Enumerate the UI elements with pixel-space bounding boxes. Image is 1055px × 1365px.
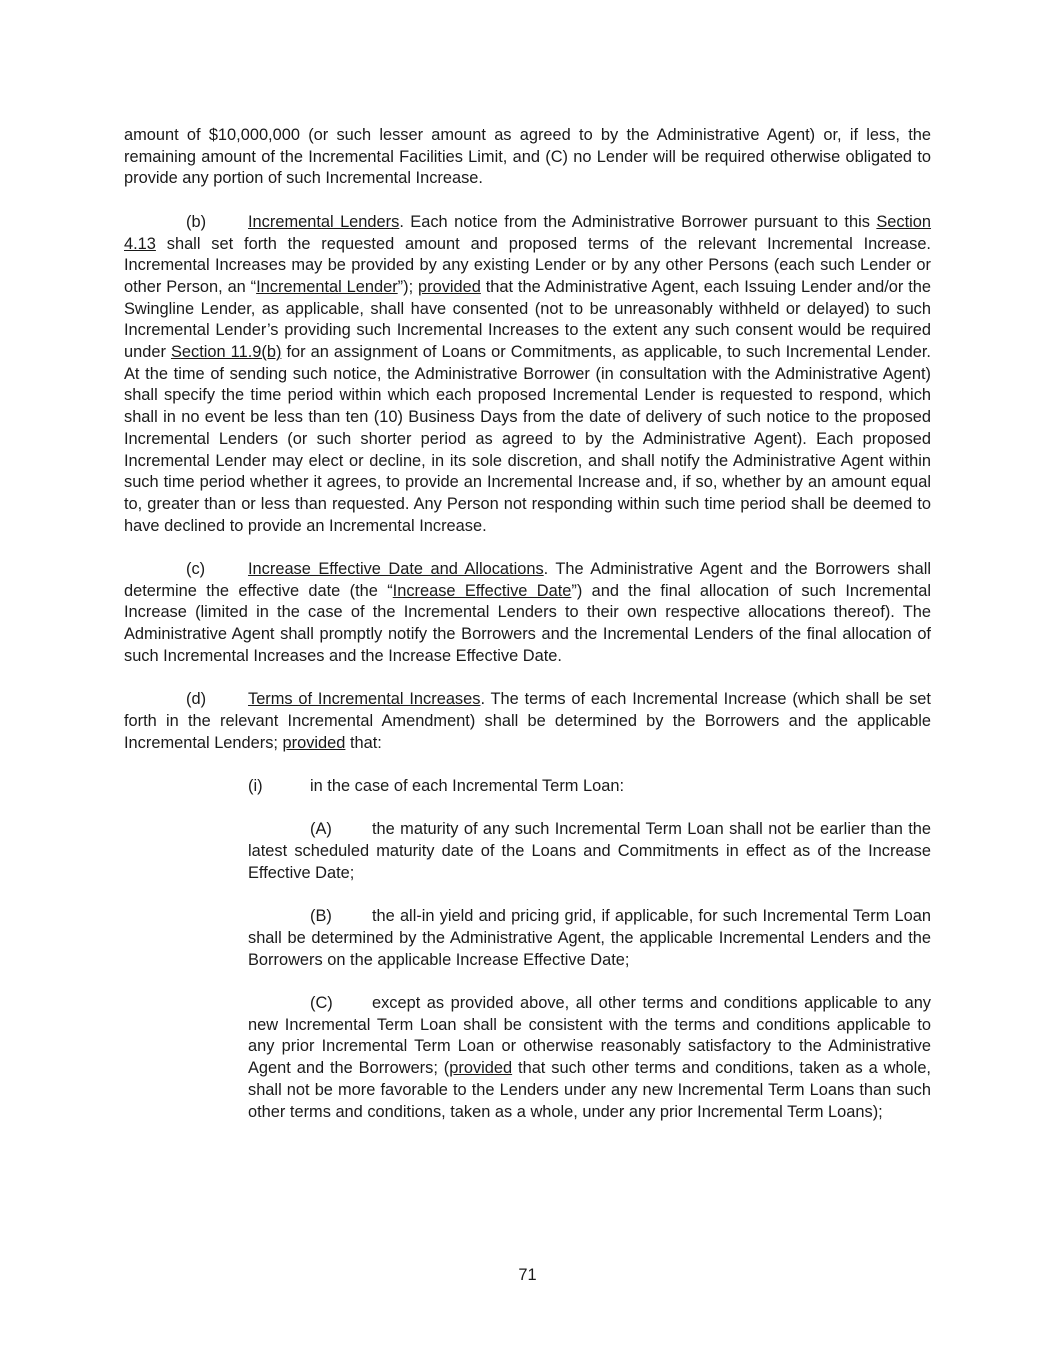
document-page — [124, 125, 931, 1145]
section-11-9b-reference: Section 11.9(b) — [170, 343, 282, 362]
section-c-label: (c) — [186, 560, 206, 579]
section-b-heading: Incremental Lenders — [248, 212, 400, 231]
section-c-heading: Increase Effective Date and Allocations — [248, 560, 544, 579]
page-number: 71 — [518, 1266, 537, 1284]
clause-C: (C) except as provided above, all other terms and conditions applicable to any new Incremental Term Loan shall be consistent with the terms and conditions applicable to any prior Incremental Term Loan or otherwise reasonably satisfactory to the Administrative Agent and the Borrowers; (provided that such other terms and conditions, taken as a whole, shall not be more favorable to the Lenders under any new Incremental Term Loans than such other terms and conditions, taken as a whole, under any prior Incremental Term Loans); — [248, 994, 931, 1121]
section-b-paragraph: (b) Incremental Lenders. Each notice from the Administrative Borrower pursuant to this Section 4.13 shall set forth the requested amount and proposed terms of the relevant Incremental Increase. Incremental Increases may be provided by any existing Lender or by any other Persons (each such Lender or other Person, an “Incremental Lender”); provided that the Administrative Agent, each Issuing Lender and/or the Swingline Lender, as applicable, shall have consented (not to be unreasonably withheld or delayed) to such Incremental Lender’s providing such Incremental Increases to the extent any such consent would be required under Section 11.9(b) for an assignment of Loans or Commitments, as applicable, to such Incremental Lender. At the time of sending such notice, the Administrative Borrower (in consultation with the Administrative Agent) shall specify the time period within which each proposed Incremental Lender is requested to respond, which shall in no event be less than ten (10) Business Days from the date of delivery of such notice to the proposed Incremental Lenders (or such shorter period as agreed to by the Administrative Agent). Each proposed Incremental Lender may elect or decline, in its sole discretion, and shall notify the Administrative Agent within such time period whether it agrees, to provide an Incremental Increase and, if so, whether by an amount equal to, greater than or less than requested. Any Person not responding within such time period shall be deemed to have declined to provide an Incremental Increase. — [124, 212, 932, 535]
clause-i-label: (i) — [248, 777, 263, 796]
section-d-paragraph: (d) Terms of Incremental Increases. The terms of each Incremental Increase (which shall be set forth in the relevant Incremental Amendment) shall be determined by the Borrowers and the applicable Incremental Lenders; provided that: — [124, 690, 931, 752]
provided-term: provided — [418, 277, 481, 296]
increase-effective-date-term: Increase Effective Date — [392, 581, 572, 600]
intro-paragraph: amount of $10,000,000 (or such lesser amount as agreed to by the Administrative Agent) or, if less, the remaining amount of the Incremental Facilities Limit, and (C) no Lender will be required otherwise obligated to provide any portion of such Incremental Increase. — [124, 126, 931, 188]
clause-C-label: (C) — [310, 994, 333, 1013]
clause-B: (B) the all-in yield and pricing grid, if applicable, for such Incremental Term Loan shall be determined by the Administrative Agent, the applicable Incremental Lenders and the Borrowers on the applicable Increase Effective Date; — [248, 907, 931, 969]
provided-term: provided — [282, 733, 346, 752]
clause-i: (i) in the case of each Incremental Term Loan: — [124, 776, 931, 798]
incremental-lender-term: Incremental Lender — [256, 277, 398, 296]
clause-B-label: (B) — [310, 907, 332, 926]
section-4-13-reference: Section 4.13 — [124, 212, 932, 253]
provided-term: provided — [449, 1059, 513, 1078]
section-d-label: (d) — [186, 690, 207, 709]
clause-A-label: (A) — [310, 820, 332, 839]
clause-A: (A) the maturity of any such Incremental Term Loan shall not be earlier than the latest scheduled maturity date of the Loans and Commitments in effect as of the Increase Effective Date; — [248, 820, 931, 882]
section-c-paragraph: (c) Increase Effective Date and Allocations. The Administrative Agent and the Borrowers shall determine the effective date (the “Increase Effective Date”) and the final allocation of such Incremental Increase (limited in the case of the Incremental Lenders to their own respective allocations thereof). The Administrative Agent shall promptly notify the Borrowers and the Incremental Lenders of the final allocation of such Incremental Increases and the Increase Effective Date. — [124, 560, 931, 665]
section-b-label: (b) — [186, 212, 207, 231]
section-d-heading: Terms of Incremental Increases — [248, 690, 481, 709]
